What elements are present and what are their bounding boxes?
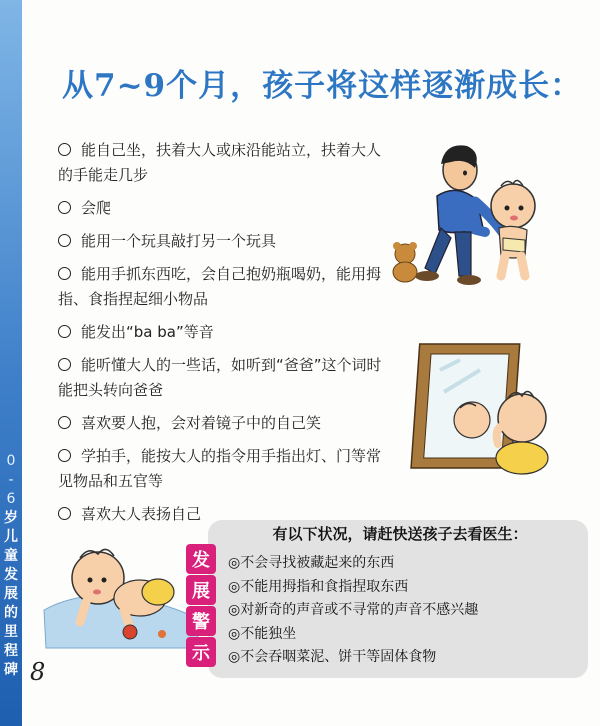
side-char: 0 (6, 453, 16, 469)
milestone-text: 喜欢大人表扬自己 (81, 505, 202, 523)
warning-header: 有以下状况，请赶快送孩子去看医生： (272, 525, 528, 543)
side-char: - (8, 472, 14, 488)
warning-item: ◎不会寻找被藏起来的东西 (228, 555, 395, 571)
side-char: 发 (4, 567, 18, 583)
milestone-item (58, 320, 388, 345)
milestone-text: 能发出“ba ba”等音 (81, 323, 214, 341)
side-char: 岁 (4, 510, 18, 526)
milestone-item (58, 262, 388, 312)
circle-bullet-icon (58, 358, 71, 371)
development-warning-label (186, 544, 218, 668)
milestone-text: 会爬 (81, 199, 112, 217)
circle-bullet-icon (58, 449, 71, 462)
circle-bullet-icon (58, 143, 71, 156)
warning-label-char: 发 (186, 544, 216, 574)
milestone-item (58, 229, 388, 254)
side-char: 展 (4, 586, 18, 602)
milestone-text: 学拍手，能按大人的指令用手指出灯、门等常见物品和五官等 (58, 447, 382, 490)
side-char: 的 (4, 605, 18, 621)
milestone-list (58, 138, 388, 535)
warning-label-char: 警 (186, 606, 216, 636)
side-char: 6 (6, 491, 16, 507)
circle-bullet-icon (58, 234, 71, 247)
warning-item: ◎不能独坐 (228, 625, 297, 642)
milestone-text: 能自己坐，扶着大人或床沿能站立，扶着大人的手能走几步 (58, 141, 382, 184)
warning-item: ◎不能用拇指和食指捏取东西 (228, 578, 409, 595)
circle-bullet-icon (58, 201, 71, 214)
milestone-item (58, 138, 388, 188)
baby-mirror-illustration (410, 340, 575, 480)
crawling-baby-illustration (40, 540, 205, 650)
warning-label-char: 示 (186, 637, 216, 667)
milestone-item (58, 411, 388, 436)
warning-item: ◎不会吞咽菜泥、饼干等固体食物 (228, 649, 437, 665)
father-helping-baby-walk-illustration (385, 128, 555, 293)
side-char: 儿 (4, 529, 18, 545)
warning-item: ◎对新奇的声音或不寻常的声音不感兴趣 (228, 602, 479, 618)
milestone-item (58, 196, 388, 221)
circle-bullet-icon (58, 325, 71, 338)
page-number: 8 (30, 658, 46, 686)
milestone-text: 能用手抓东西吃，会自己抱奶瓶喝奶，能用拇指、食指捏起细小物品 (58, 265, 382, 308)
circle-bullet-icon (58, 507, 71, 520)
warning-label-char: 展 (186, 575, 216, 605)
milestone-text: 能听懂大人的一些话，如听到“爸爸”这个词时能把头转向爸爸 (58, 356, 382, 399)
side-char: 碑 (4, 662, 18, 678)
side-char: 里 (4, 624, 18, 640)
milestone-item (58, 444, 388, 494)
page-title: 从7~9个月，孩子将这样逐渐成长： (62, 68, 583, 104)
milestone-text: 喜欢要人抱，会对着镜子中的自己笑 (81, 414, 322, 432)
circle-bullet-icon (58, 416, 71, 429)
book-series-title (0, 452, 22, 680)
side-char: 童 (4, 548, 18, 564)
warning-list (228, 552, 583, 670)
milestone-text: 能用一个玩具敲打另一个玩具 (81, 232, 277, 250)
circle-bullet-icon (58, 267, 71, 280)
milestone-item (58, 353, 388, 403)
side-char: 程 (4, 643, 18, 659)
